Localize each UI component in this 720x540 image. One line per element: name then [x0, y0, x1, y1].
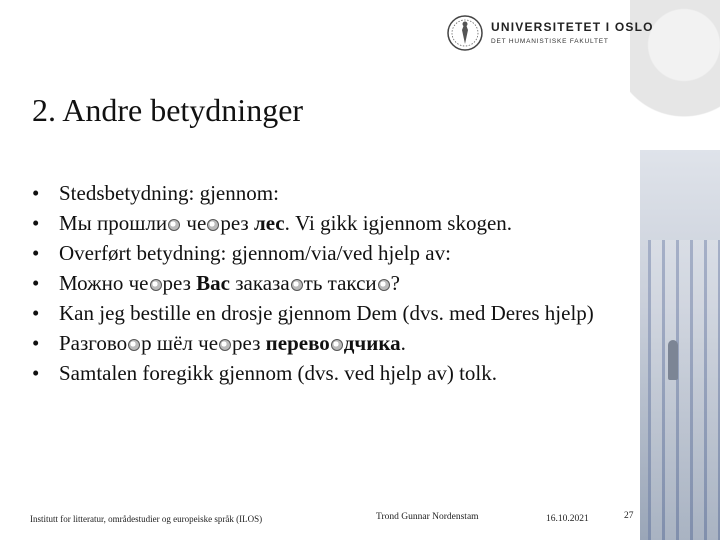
footer-author: Trond Gunnar Nordenstam	[376, 512, 479, 522]
text-segment: заказа	[229, 271, 290, 295]
bullet-marker: •	[32, 241, 40, 265]
bullet-marker: •	[32, 211, 40, 235]
bullet-marker: •	[32, 331, 40, 355]
bullet-marker: •	[32, 271, 40, 295]
text-segment: .	[400, 331, 406, 355]
bullet-item	[32, 298, 622, 328]
stress-mark-icon	[128, 339, 140, 351]
bullet-item	[32, 268, 622, 298]
text-segment: Kan jeg bestille en drosje gjennom Dem (dvs. med Deres hjelp)	[59, 301, 594, 325]
text-segment: рез	[232, 331, 266, 355]
person-silhouette	[668, 340, 678, 380]
side-photo-panel	[640, 150, 720, 540]
stress-mark-icon	[331, 339, 343, 351]
bullet-item	[32, 238, 622, 268]
text-segment: Мы прошли	[59, 211, 168, 235]
text-segment: Разгово	[59, 331, 128, 355]
bullet-marker: •	[32, 301, 40, 325]
bullet-marker: •	[32, 361, 40, 385]
text-segment: че	[181, 211, 207, 235]
page-number: 27	[624, 511, 634, 521]
text-segment: . Vi gikk igjennom skogen.	[284, 211, 513, 235]
university-seal-icon	[446, 14, 484, 52]
stress-mark-icon	[168, 219, 180, 231]
text-segment: рез	[220, 211, 254, 235]
footer-date: 16.10.2021	[546, 514, 589, 524]
text-segment: ?	[390, 271, 400, 295]
bold-text: дчика	[343, 331, 401, 355]
stress-mark-icon	[207, 219, 219, 231]
bullet-item	[32, 178, 622, 208]
bullet-item	[32, 328, 622, 358]
bold-text: перево	[265, 331, 330, 355]
text-segment: ть такси	[303, 271, 377, 295]
bullet-list	[32, 178, 622, 388]
text-segment: Stedsbetydning: gjennom:	[59, 181, 279, 205]
text-segment: р шёл че	[141, 331, 219, 355]
text-segment: Можно че	[59, 271, 149, 295]
stress-mark-icon	[219, 339, 231, 351]
bullet-item	[32, 208, 622, 238]
text-segment: рез	[162, 271, 197, 295]
stress-mark-icon	[150, 279, 162, 291]
text-segment: Overført betydning: gjennom/via/ved hjelp av:	[59, 241, 451, 265]
bold-text: лес	[253, 211, 285, 235]
slide-title: 2. Andre betydninger	[32, 92, 304, 128]
footer-institute: Institutt for litteratur, områdestudier og europeiske språk (ILOS)	[30, 514, 263, 524]
bold-text: Вас	[196, 271, 230, 295]
stress-mark-icon	[291, 279, 303, 291]
stress-mark-icon	[378, 279, 390, 291]
glass-facade	[648, 240, 720, 540]
faculty-name: DET HUMANISTISKE FAKULTET	[491, 38, 609, 45]
university-name: UNIVERSITETET I OSLO	[491, 20, 654, 34]
bullet-item	[32, 358, 622, 388]
bullet-marker: •	[32, 181, 40, 205]
text-segment: Samtalen foregikk gjennom (dvs. ved hjelp av) tolk.	[59, 361, 497, 385]
